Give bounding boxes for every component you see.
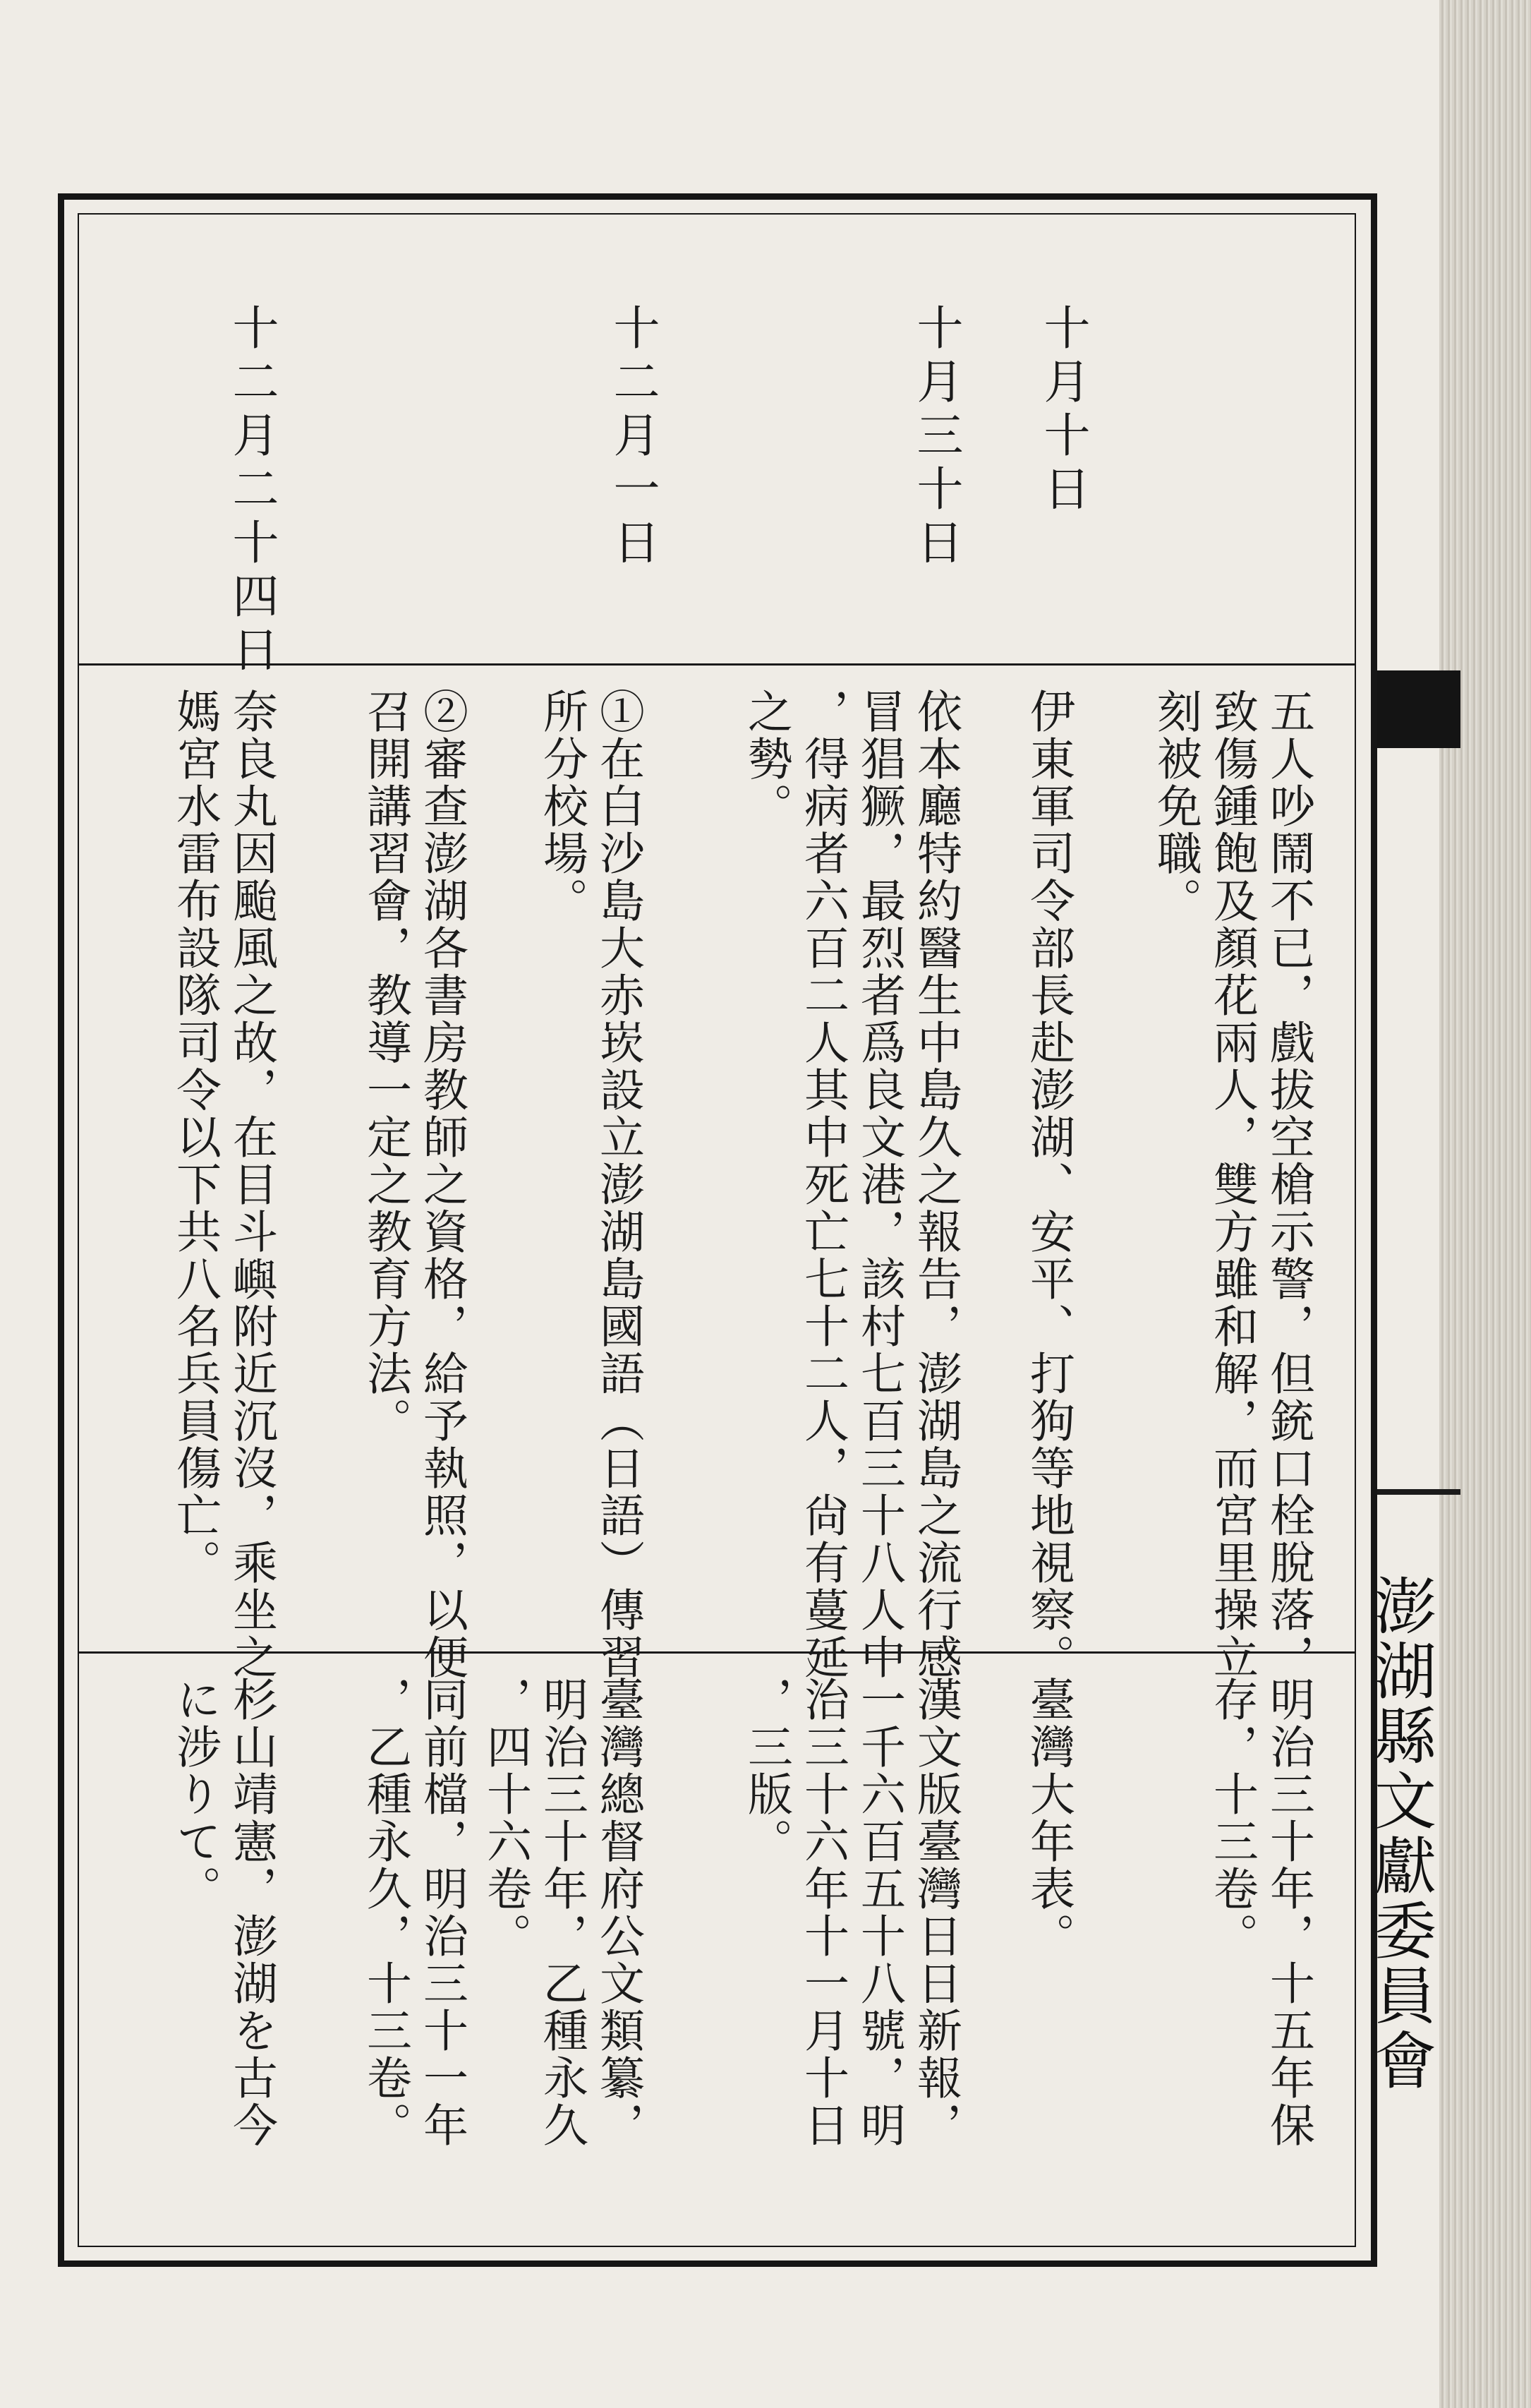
event-line: 刻被免職。 [1149,688,1202,925]
edge-rule [1376,1489,1460,1495]
event-line: 致傷鍾飽及顏花兩人，雙方雖和解，而宮里操立 [1206,688,1258,1681]
side-title: 澎湖縣文獻委員會 [1364,1574,1437,2093]
date-cell: 十二月一日 [605,303,660,572]
event-line: 五人吵鬧不已，戲拔空槍示警，但銃口栓脫落， [1262,688,1314,1681]
event-line: 伊東軍司令部長赴澎湖、安平、打狗等地視察。 [1022,688,1075,1681]
source-line: に涉りて。 [169,1676,221,1913]
event-line: ，得病者六百二人其中死亡七十二人，尙有蔓延 [797,688,849,1681]
date-cell: 十二月二十四日 [224,303,279,679]
page-edge [1439,0,1531,2408]
source-line: 臺灣大年表。 [1022,1676,1075,1960]
date-cell: 十月十日 [1036,303,1090,518]
source-line: ，三版。 [740,1676,792,1865]
source-line: 存，十三卷。 [1206,1676,1258,1960]
source-line: 明治三十年，乙種永久 [535,1676,588,2149]
source-line: 一千六百五十八號，明 [853,1676,905,2149]
event-line: ②審查澎湖各書房教師之資格，給予執照，以便 [416,688,468,1681]
event-line: 媽宮水雷布設隊司令以下共八名兵員傷亡。 [169,688,221,1587]
source-line: 臺灣總督府公文類纂， [592,1676,644,2149]
event-line: 依本廳特約醫生中島久之報告，澎湖島之流行感 [909,688,962,1681]
source-line: 同前檔，明治三十一年 [416,1676,468,2149]
source-line: 杉山靖憲，澎湖を古今 [225,1676,277,2149]
source-line: 漢文版臺灣日日新報， [909,1676,962,2149]
event-line: 冒猖獗，最烈者爲良文港，該村七百三十八人中 [853,688,905,1681]
event-line: 召開講習會，教導一定之教育方法。 [359,688,411,1445]
source-line: 治三十六年十一月十日 [797,1676,849,2149]
event-line: 之勢。 [740,688,792,830]
edge-tab-mark [1376,670,1460,748]
event-line: 奈良丸因颱風之故，在目斗嶼附近沉沒，乘坐之 [225,688,277,1681]
source-line: ，乙種永久，十三卷。 [359,1676,411,2149]
event-line: 所分校場。 [535,688,588,925]
date-cell: 十月三十日 [909,303,963,572]
event-line: ①在白沙島大赤崁設立澎湖島國語（日語）傳習 [592,688,644,1681]
source-line: ，四十六卷。 [479,1676,531,1960]
source-line: 明治三十年，十五年保 [1262,1676,1314,2149]
